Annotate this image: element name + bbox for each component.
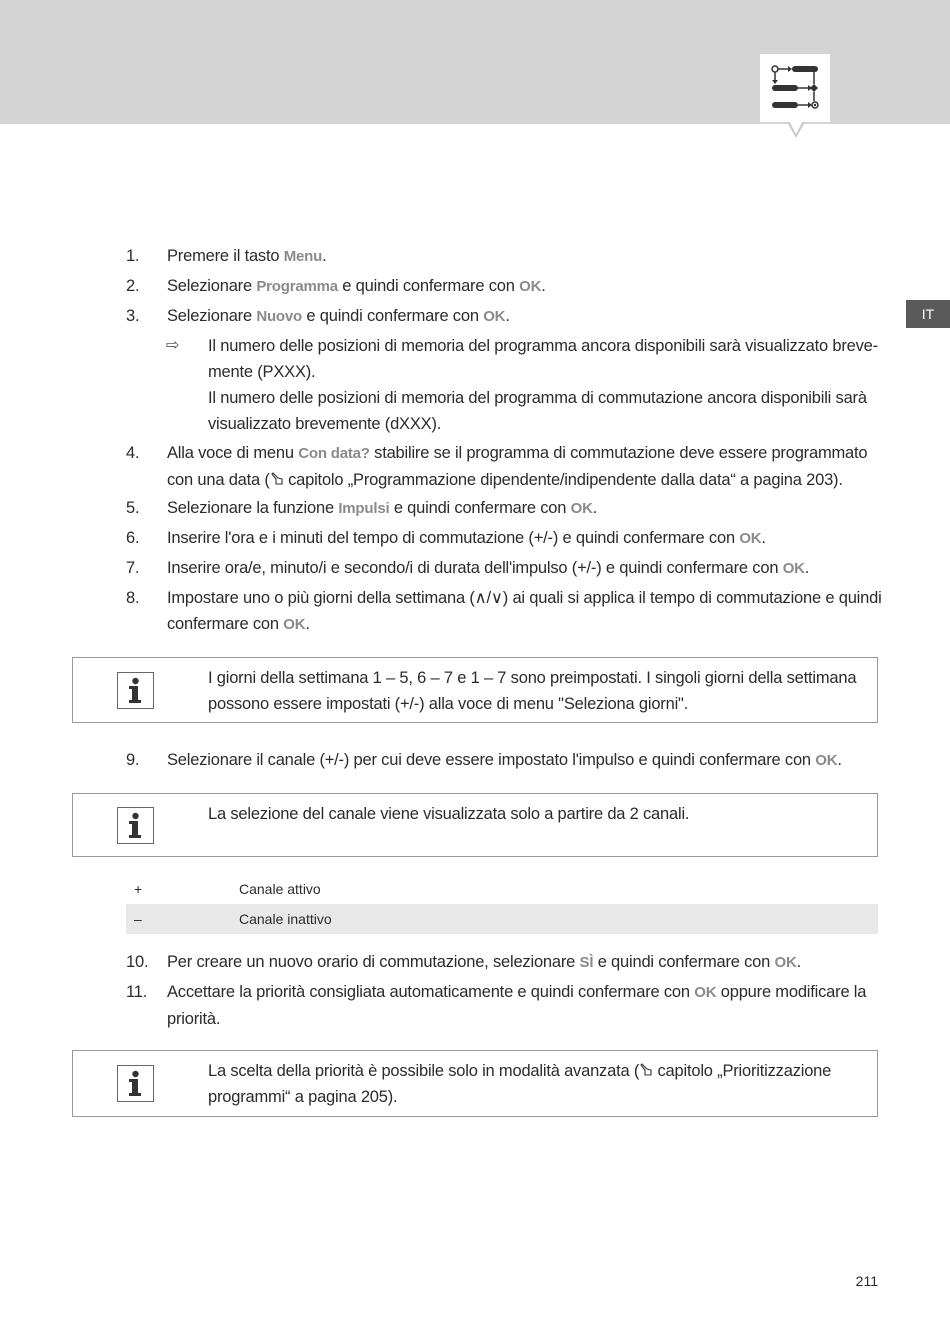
menu-keyword: OK (815, 752, 838, 769)
info-note-text (208, 801, 868, 827)
step-text: . (761, 529, 766, 547)
step-text: e quindi confermare con (337, 277, 520, 295)
step-text: . (505, 307, 510, 325)
header-pointer (787, 122, 805, 138)
step-text: oppure modificare la (716, 983, 867, 1001)
menu-keyword: OK (483, 308, 506, 325)
reference-symbol (639, 1062, 653, 1080)
step-text (167, 303, 879, 330)
info-note-line: La selezione del canale viene visualizzata solo a partire da 2 canali. (208, 805, 690, 823)
step-text (167, 273, 879, 300)
step-text: Selezionare (167, 307, 257, 325)
step-number: 5. (126, 499, 140, 517)
channel-state-table (126, 874, 878, 934)
menu-keyword: OK (782, 560, 805, 577)
step-number: 6. (126, 529, 140, 547)
step-text: Alla voce di menu (167, 444, 299, 462)
result-line: mente (PXXX). (208, 363, 316, 381)
step-number: 3. (126, 307, 140, 325)
step-text: Impostare uno o più giorni della settimana (∧/∨) ai quali si applica il tempo di commutazione e quindi (167, 589, 882, 607)
result-line: visualizzato brevemente (dXXX). (208, 415, 442, 433)
step-number: 8. (126, 589, 140, 607)
info-icon (117, 672, 154, 709)
info-note (72, 657, 878, 723)
result-text (208, 333, 878, 437)
menu-keyword: OK (694, 984, 717, 1001)
info-note-line: I giorni della settimana 1 – 5, 6 – 7 e 1 – 7 sono preimpostati. I singoli giorni della settimana (208, 669, 857, 687)
step-number: 2. (126, 277, 140, 295)
step-text: capitolo „Prioritizzazione (653, 1062, 832, 1080)
info-note-text (208, 665, 868, 717)
menu-keyword: Con data? (298, 445, 370, 462)
step-text: . (592, 499, 598, 517)
step-text: e quindi confermare con (302, 307, 484, 325)
step-text (167, 585, 882, 638)
step-text: confermare con (167, 615, 284, 633)
result-line: Il numero delle posizioni di memoria del programma di commutazione ancora disponibili sarà (208, 389, 867, 407)
step-text: Inserire l'ora e i minuti del tempo di commutazione (+/-) e quindi confermare con (167, 529, 740, 547)
step-number: 9. (126, 751, 140, 769)
program-flow-icon (760, 54, 830, 122)
step-text: stabilire se il programma di commutazione deve essere programmato (369, 444, 868, 462)
step-text: Accettare la priorità consigliata automaticamente e quindi confermare con (167, 983, 695, 1001)
menu-keyword: SÌ (579, 954, 594, 971)
menu-keyword: OK (283, 616, 306, 633)
page-number: 211 (855, 1273, 878, 1289)
step-number: 11. (126, 983, 148, 1001)
menu-keyword: Menu (283, 248, 323, 265)
step-text: capitolo „Programmazione dipendente/indipendente dalla data“ a pagina 203). (283, 471, 843, 489)
step-number: 10. (126, 953, 149, 971)
step-text: Per creare un nuovo orario di commutazione, selezionare (167, 953, 580, 971)
info-icon (117, 807, 154, 844)
info-icon (117, 1065, 154, 1102)
step-number: 4. (126, 444, 140, 462)
channel-symbol: – (134, 911, 142, 927)
step-text: . (837, 751, 842, 769)
hand-pointer-icon (270, 472, 284, 486)
channel-symbol: + (134, 881, 143, 897)
step-text: con una data ( (167, 471, 270, 489)
step-text: . (322, 247, 327, 265)
step-text: Selezionare il canale (+/-) per cui deve essere impostato l'impulso e quindi confermare con (167, 751, 816, 769)
step-number: 7. (126, 559, 140, 577)
step-text: Selezionare la funzione (167, 499, 339, 517)
step-text (167, 495, 879, 522)
step-text: . (541, 277, 546, 295)
step-text: Selezionare (167, 277, 257, 295)
menu-keyword: Programma (256, 278, 338, 295)
result-line: Il numero delle posizioni di memoria del programma ancora disponibili sarà visualizzato breve- (208, 337, 878, 355)
info-note-text (208, 1058, 868, 1110)
step-text: . (804, 559, 810, 577)
channel-description: Canale attivo (239, 881, 321, 897)
step-text (167, 525, 879, 552)
step-text (167, 747, 879, 774)
info-note (72, 1050, 878, 1117)
step-text (167, 949, 879, 976)
step-text: . (796, 953, 802, 971)
hand-pointer-icon (639, 1063, 653, 1077)
menu-keyword: Impulsi (338, 500, 390, 517)
step-text (167, 440, 879, 493)
step-text: La scelta della priorità è possibile solo in modalità avanzata ( (208, 1062, 640, 1080)
step-text: programmi“ a pagina 205). (208, 1088, 398, 1106)
step-text (167, 243, 879, 270)
menu-keyword: Nuovo (256, 308, 302, 325)
language-tab: IT (906, 300, 950, 328)
step-text: Inserire ora/e, minuto/i e secondo/i di durata dell'impulso (+/-) e quindi confermare con (167, 559, 783, 577)
info-note (72, 793, 878, 857)
table-row (126, 904, 878, 934)
step-number: 1. (126, 247, 140, 265)
step-text (167, 979, 879, 1032)
menu-keyword: OK (774, 954, 797, 971)
step-text: priorità. (167, 1010, 221, 1028)
step-text: . (305, 615, 310, 633)
menu-keyword: OK (519, 278, 542, 295)
table-row (126, 874, 878, 904)
channel-description: Canale inattivo (239, 911, 332, 927)
step-text: e quindi confermare con (593, 953, 775, 971)
step-text (167, 555, 879, 582)
result-arrow-icon: ⇨ (166, 337, 180, 354)
menu-keyword: OK (570, 500, 593, 517)
reference-symbol (270, 471, 284, 489)
step-text: e quindi confermare con (389, 499, 571, 517)
step-text: Premere il tasto (167, 247, 284, 265)
menu-keyword: OK (739, 530, 762, 547)
info-note-line: possono essere impostati (+/-) alla voce di menu "Seleziona giorni". (208, 695, 689, 713)
